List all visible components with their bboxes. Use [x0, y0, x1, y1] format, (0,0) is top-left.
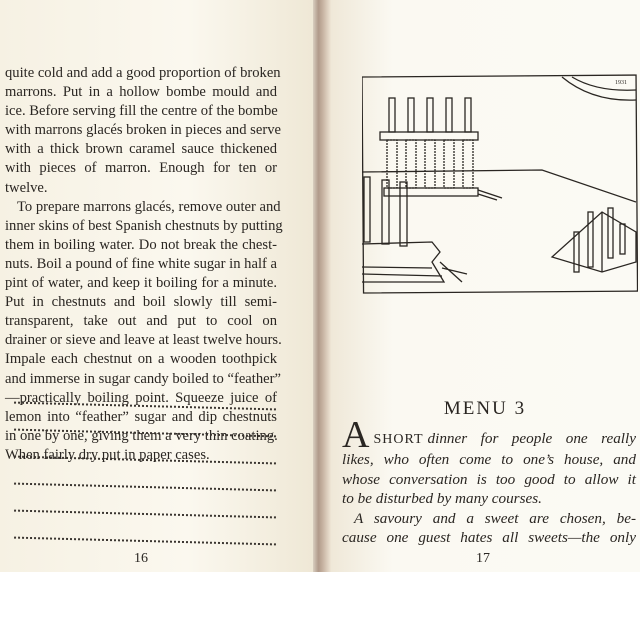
menu-description	[342, 414, 636, 548]
page-number: 17	[476, 551, 490, 566]
book-spine	[313, 0, 331, 572]
text-line: cause one guest hates all sweets—the only	[342, 529, 636, 546]
text-line: and immerse in sugar candy boiled to “feather”	[5, 370, 281, 387]
drop-cap: A	[342, 414, 370, 456]
text-line: inner skins of best Spanish chestnuts by putting	[5, 217, 283, 234]
text-line: with a thick brown caramel sauce thickened	[5, 141, 277, 158]
text-line: —practically boiling point. Squeeze juice of	[5, 389, 277, 406]
text-line: to be disturbed by many courses.	[342, 490, 542, 507]
text-line: pint of water, and keep it boiling for a minute.	[5, 275, 277, 292]
left-page	[0, 0, 313, 572]
text-line: Impale each chestnut on a wooden toothpick	[5, 351, 277, 368]
illustration-signature: 1931	[615, 80, 627, 86]
text-fragment: dinner for people one really	[427, 430, 636, 447]
text-line: transparent, take out and put to cool on	[5, 313, 277, 330]
text-line: them in boiling water. Do not break the chest-	[5, 236, 277, 253]
text-line: Put in chestnuts and boil slowly till semi-	[5, 294, 277, 311]
text-line: ice. Before serving fill the centre of the bombe	[5, 103, 278, 120]
note-line	[14, 510, 276, 519]
text-line: A savoury and a sweet are chosen, be-	[354, 509, 636, 527]
small-caps-word: SHORT	[373, 432, 424, 447]
text-line: quite cold and add a good proportion of broken	[5, 65, 281, 81]
text-line: To prepare marrons glacés, remove outer and	[17, 198, 281, 215]
text-line: in one by one, giving them a very thin coating.	[5, 427, 278, 444]
text-line: nuts. Boil a pound of fine white sugar in half a	[5, 255, 277, 272]
candles-on-table-illustration	[362, 72, 638, 294]
note-line	[14, 537, 276, 546]
text-line: drainer or sieve and leave at least twelve hours.	[5, 332, 282, 349]
candle-row	[384, 98, 502, 200]
text-line: whose conversation is too good to allow it	[342, 470, 636, 488]
note-line	[14, 483, 276, 492]
text-line: likes, who often come to one’s house, and	[342, 451, 636, 468]
text-line: twelve.	[5, 179, 48, 196]
menu-heading: MENU 3	[443, 398, 527, 419]
text-line: with marrons glacés broken in pieces and serve	[5, 122, 281, 139]
page-number: 16	[134, 551, 148, 566]
text-line: When fairly dry put in paper cases.	[5, 446, 210, 463]
text-line	[342, 414, 636, 456]
text-line: lemon into “feather” sugar and dip chestnuts	[5, 408, 277, 425]
text-line: marrons. Put in a hollow bombe mould and	[5, 84, 277, 101]
text-line: with pieces of marron. Enough for ten or	[5, 160, 277, 177]
